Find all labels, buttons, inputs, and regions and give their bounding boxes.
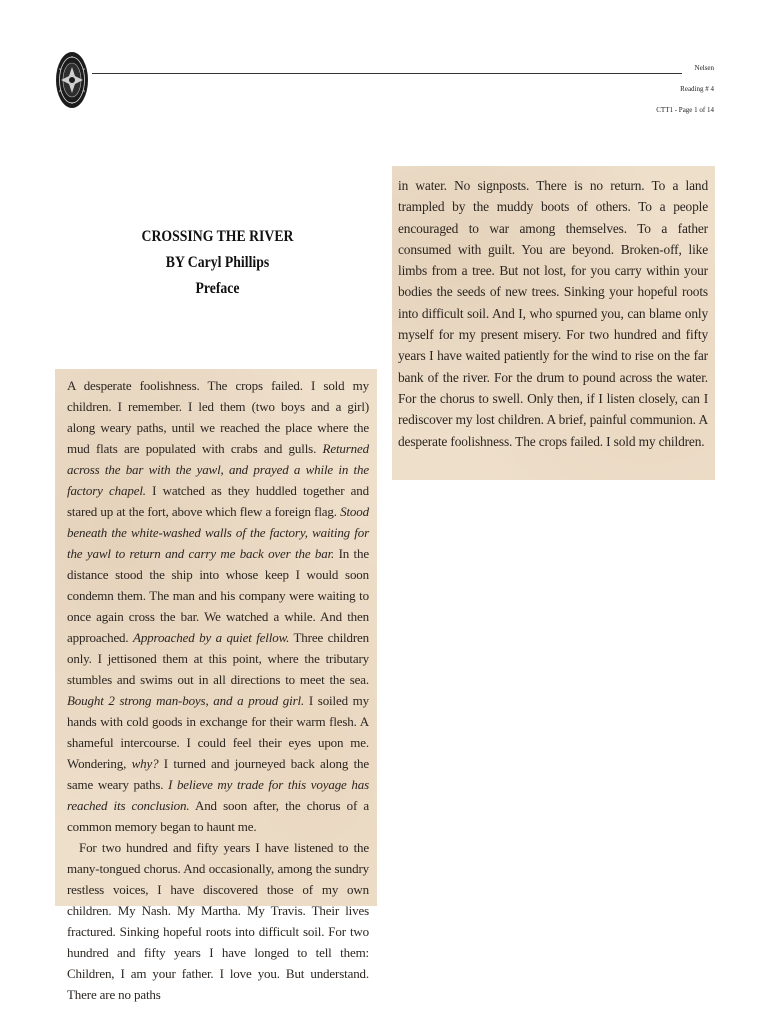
author-line: BY Caryl Phillips	[165, 254, 270, 271]
text-segment: A desperate foolishness. The crops failed. I sold my children. I remember. I led them (two boys and a girl) along weary paths, until we reached the place where the mud flats are populated with crabs and gulls.	[67, 378, 369, 456]
scanned-excerpt-left	[55, 369, 377, 1002]
italic-segment: Stood beneath the white-washed walls of the factory, waiting for the yawl to return and carry me back over the bar.	[67, 504, 369, 561]
italic-segment: Bought 2 strong man-boys, and a proud girl.	[67, 693, 305, 708]
text-segment: And soon after, the chorus of a common memory began to haunt me.	[67, 798, 369, 834]
page-number-label: CTT1 - Page 1 of 14	[656, 106, 714, 114]
italic-segment: why?	[131, 756, 159, 771]
text-segment: In the distance stood the ship into whose keep I would soon condemn them. The man and his company were waiting to once again cross the bar. We watched a while. And then approached.	[67, 546, 369, 645]
italic-segment: Approached by a quiet fellow.	[133, 630, 290, 645]
document-title	[129, 224, 305, 302]
excerpt-paragraph: For two hundred and fifty years I have listened to the many-tongued chorus. And occasionally, among the sundry restless voices, I have discovered those of my own children. My Nash. My Martha. My Travis. Their lives fractured. Sinking hopeful roots into difficult soil. For two hundred and fifty years I have longed to tell them: Children, I am your father. I love you. But understand. There are no paths	[67, 840, 369, 1002]
text-segment: I watched as they huddled together and stared up at the fort, above which flew a foreign flag.	[67, 483, 369, 519]
student-name-label: Nelsen	[694, 64, 714, 72]
italic-segment: Returned across the bar with the yawl, and prayed a while in the factory chapel.	[67, 441, 369, 498]
school-seal-icon	[55, 51, 89, 109]
reading-number-label: Reading # 4	[680, 85, 714, 93]
header-rule	[92, 73, 682, 74]
text-segment: I soiled my hands with cold goods in exchange for their warm flesh. A shameful intercourse. I could feel their eyes upon me. Wondering,	[67, 693, 369, 771]
section-line: Preface	[195, 280, 240, 297]
scanned-excerpt-right	[392, 166, 715, 480]
text-segment: Three children only. I jettisoned them at this point, where the tributary stumbles and swims out in all directions to meet the sea.	[67, 630, 369, 687]
italic-segment: I believe my trade for this voyage has reached its conclusion.	[67, 777, 369, 813]
excerpt-paragraph: in water. No signposts. There is no return. To a land trampled by the muddy boots of others. To a people encouraged to war among themselves. To a father consumed with guilt. You are beyond. Broken-off, like limbs from a tree. But not lost, for you carry within your bodies the seeds of new trees. Sinking your hopeful roots into difficult soil. And I, who spurned you, can blame only myself for my present misery. For two hundred and fifty years I have waited patiently for the wind to rise on the far bank of the river. For the drum to pound across the water. For the chorus to swell. Only then, if I listen closely, can I rediscover my lost children. A brief, painful communion. A desperate foolishness. The crops failed. I sold my children.	[398, 178, 708, 449]
text-segment: I turned and journeyed back along the same weary paths.	[67, 756, 369, 792]
title-line: CROSSING THE RIVER	[141, 228, 294, 245]
excerpt-paragraph	[67, 375, 369, 837]
